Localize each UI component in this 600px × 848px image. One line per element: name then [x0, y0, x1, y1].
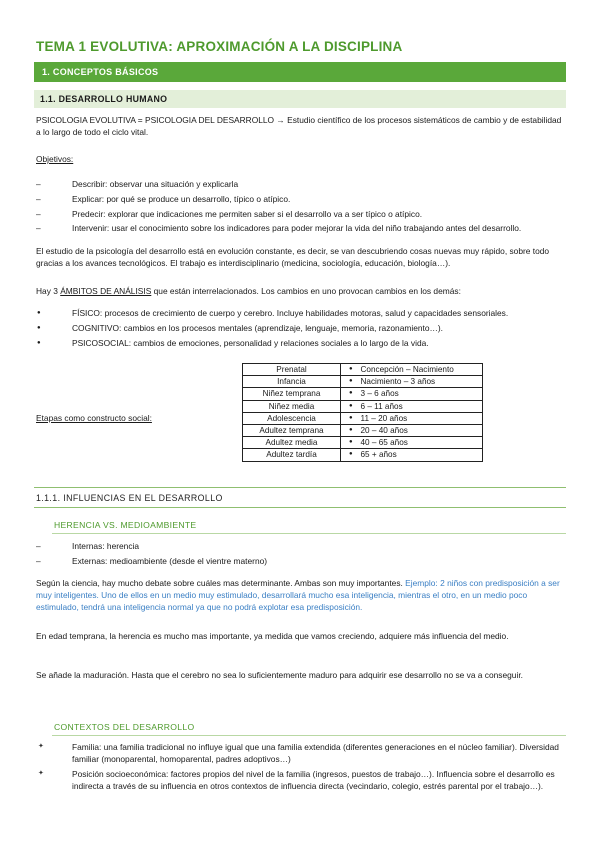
- age-cell: 20 – 40 años: [361, 424, 483, 436]
- stage-cell: Niñez temprana: [243, 388, 341, 400]
- ciencia-paragraph: [36, 577, 566, 614]
- age-cell: 11 – 20 años: [361, 412, 483, 424]
- bullet-icon: ●: [341, 400, 361, 412]
- etapas-label: Etapas como constructo social:: [36, 413, 152, 423]
- table-row: [243, 449, 483, 461]
- definition-term: PSICOLOGIA EVOLUTIVA = PSICOLOGIA DEL DESARROLLO: [36, 115, 275, 125]
- section-heading-conceptos: 1. CONCEPTOS BÁSICOS: [34, 62, 566, 82]
- definition-text: → Estudio científico de los procesos sistemáticos de cambio y de estabilidad a lo largo de todo el ciclo vital.: [36, 115, 562, 138]
- list-item: – Describir: observar una situación y explicarla: [36, 178, 566, 190]
- bullet-icon: ●: [341, 449, 361, 461]
- divider: [34, 507, 566, 508]
- divider: [52, 533, 566, 534]
- table-row: [243, 437, 483, 449]
- divider: [52, 735, 566, 736]
- stage-cell: Niñez media: [243, 400, 341, 412]
- stage-cell: Adultez tardía: [243, 449, 341, 461]
- age-cell: Nacimiento – 3 años: [361, 376, 483, 388]
- etapas-table: [242, 363, 483, 462]
- age-cell: 6 – 11 años: [361, 400, 483, 412]
- table-row: [243, 376, 483, 388]
- estudio-paragraph: El estudio de la psicología del desarrollo está en evolución constante, es decir, se van descubriendo cosas nuevas muy rápido, sobre todo gracias a los avances tecnológicos. El trabajo es interdisciplinario (medicina, sociología, educación, biología…).: [36, 246, 550, 269]
- definition-paragraph: [36, 114, 566, 138]
- heading-herencia: HERENCIA VS. MEDIOAMBIENTE: [54, 520, 197, 530]
- stage-cell: Adolescencia: [243, 412, 341, 424]
- bullet-icon: ●: [341, 388, 361, 400]
- stage-cell: Adultez media: [243, 437, 341, 449]
- contextos-list: [36, 741, 566, 795]
- ambitos-post: que están interrelacionados. Los cambios en uno provocan cambios en los demás:: [151, 286, 461, 296]
- list-item: ● PSICOSOCIAL: cambios de emociones, personalidad y relaciones sociales a lo largo de la vida.: [36, 337, 566, 349]
- ambitos-key: ÁMBITOS DE ANÁLISIS: [60, 286, 152, 296]
- table-row: [243, 412, 483, 424]
- divider: [34, 487, 566, 488]
- bullet-icon: ●: [341, 376, 361, 388]
- bullet-icon: ●: [341, 412, 361, 424]
- stage-cell: Infancia: [243, 376, 341, 388]
- list-item: – Predecir: explorar que indicaciones me permiten saber si el desarrollo va a ser típico o atípico.: [36, 208, 566, 220]
- temprana-paragraph: En edad temprana, la herencia es mucho mas importante, ya medida que vamos creciendo, adquiere más influencia del medio.: [36, 631, 509, 641]
- bullet-icon: ●: [341, 424, 361, 436]
- page-title: TEMA 1 EVOLUTIVA: APROXIMACIÓN A LA DISCIPLINA: [36, 39, 403, 54]
- table-row: [243, 388, 483, 400]
- table-row: [243, 364, 483, 376]
- ciencia-example: Ejemplo: 2 niños con predisposición a ser muy inteligentes. Uno de ellos en un medio muy estimulado, desarrollará mucho esa inteligencia, mientras el otro, en un medio poco estimulado, tendrá una inteligencia normal ya que no podrá explotar esa predisposición.: [36, 578, 560, 613]
- age-cell: 40 – 65 años: [361, 437, 483, 449]
- list-item: ✦ Posición socioeconómica: factores propios del nivel de la familia (ingresos, puestos de trabajo…). Influencia sobre el desarrollo es indirecta a través de su influencia en otros contextos de influencia directa (vecindario, colegio, estrés parental por el trabajo…).: [36, 768, 566, 792]
- table-row: [243, 400, 483, 412]
- subsection-heading-influencias: 1.1.1. INFLUENCIAS EN EL DESARROLLO: [36, 493, 223, 503]
- list-item: – Explicar: por qué se produce un desarrollo, típico o atípico.: [36, 193, 566, 205]
- maduracion-paragraph: Se añade la maduración. Hasta que el cerebro no sea lo suficientemente maduro para adquirir ese desarrollo no se va a conseguir.: [36, 670, 523, 680]
- list-item: – Intervenir: usar el conocimiento sobre los indicadores para poder mejorar la vida del niño trabajando antes del desarrollo.: [36, 222, 566, 234]
- objetivos-list: [36, 178, 566, 237]
- age-cell: Concepción – Nacimiento: [361, 364, 483, 376]
- stage-cell: Prenatal: [243, 364, 341, 376]
- table-row: [243, 424, 483, 436]
- age-cell: 65 + años: [361, 449, 483, 461]
- ambitos-pre: Hay 3: [36, 286, 61, 296]
- section-heading-desarrollo-humano: 1.1. DESARROLLO HUMANO: [34, 90, 566, 108]
- objetivos-label: Objetivos:: [36, 154, 74, 164]
- ciencia-text: Según la ciencia, hay mucho debate sobre cuáles mas determinante. Ambas son muy importantes.: [36, 578, 406, 588]
- herencia-list: [36, 540, 566, 570]
- heading-contextos: CONTEXTOS DEL DESARROLLO: [54, 722, 195, 732]
- list-item: ● COGNITIVO: cambios en los procesos mentales (aprendizaje, lenguaje, memoria, razonamiento…).: [36, 322, 566, 334]
- bullet-icon: ●: [341, 437, 361, 449]
- ambitos-paragraph: [36, 285, 566, 297]
- bullet-icon: ●: [341, 364, 361, 376]
- list-item: ● FÍSICO: procesos de crecimiento de cuerpo y cerebro. Incluye habilidades motoras, salud y capacidades sensoriales.: [36, 307, 566, 319]
- ambitos-list: [36, 307, 566, 351]
- list-item: ✦ Familia: una familia tradicional no influye igual que una familia extendida (diferentes generaciones en el núcleo familiar). Diversidad familiar (monoparental, homoparental, padres adoptivos…): [36, 741, 566, 765]
- list-item: – Externas: medioambiente (desde el vientre materno): [36, 555, 566, 567]
- list-item: – Internas: herencia: [36, 540, 566, 552]
- stage-cell: Adultez temprana: [243, 424, 341, 436]
- age-cell: 3 – 6 años: [361, 388, 483, 400]
